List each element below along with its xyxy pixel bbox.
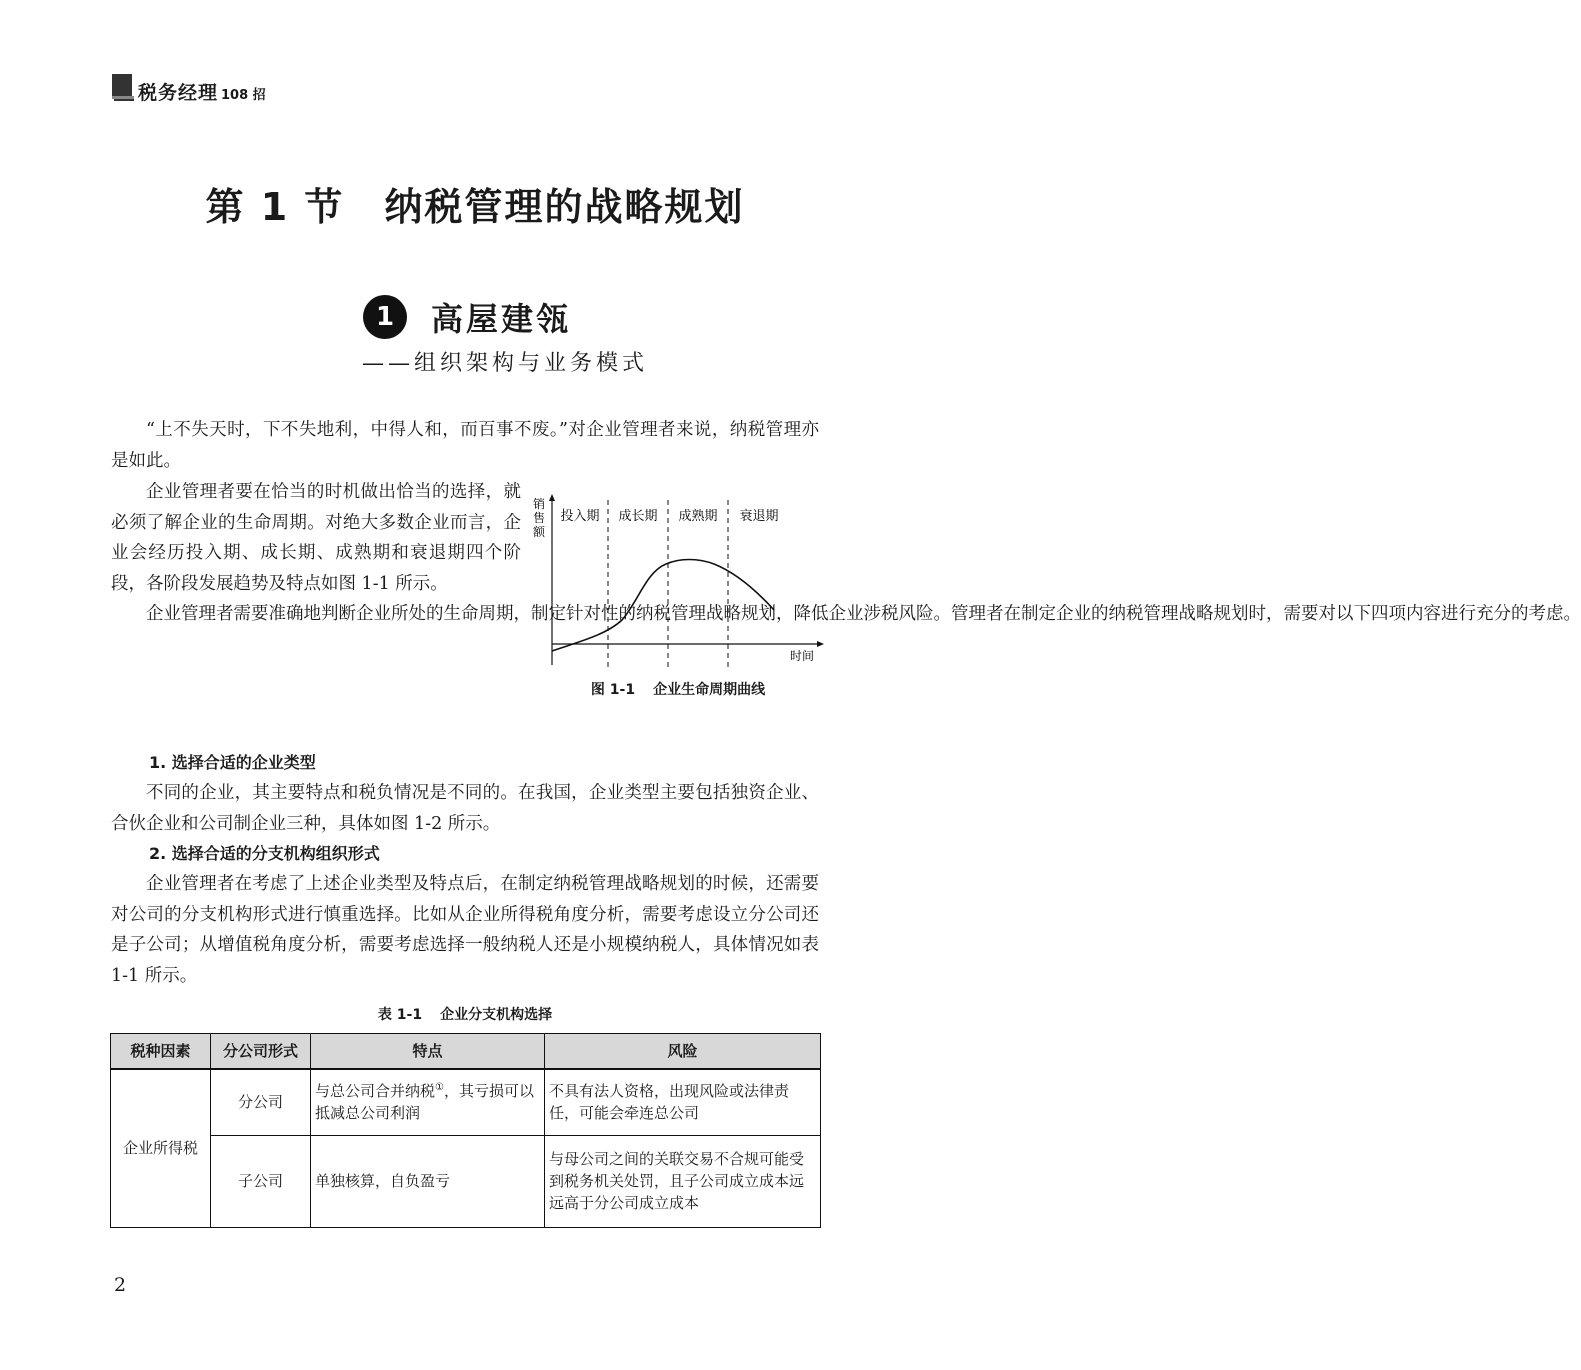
chapter-subtitle: ——组织架构与业务模式 bbox=[361, 351, 648, 376]
lifecycle-curve bbox=[552, 560, 774, 652]
running-header bbox=[138, 78, 266, 105]
page-number: 2 bbox=[114, 1274, 127, 1296]
table-caption-text: 企业分支机构选择 bbox=[440, 1007, 553, 1023]
intro-block bbox=[111, 415, 819, 476]
table-header-cell: 分公司形式 bbox=[211, 1034, 311, 1070]
risk-cell: 与母公司之间的关联交易不合规可能受到税务机关处罚，且子公司成立成本远远高于分公司成立成本 bbox=[545, 1135, 821, 1227]
section-name: 纳税管理的战略规划 bbox=[384, 185, 745, 229]
y-axis-label-char: 售 bbox=[533, 511, 546, 525]
main-text-block bbox=[111, 748, 819, 991]
stage-label: 衰退期 bbox=[739, 509, 779, 524]
book-icon bbox=[111, 74, 135, 102]
paragraph-strategy: 企业管理者需要准确地判断企业所处的生命周期，制定针对性的纳税管理战略规划，降低企业涉税风险。管理者在制定企业的纳税管理战略规划时，需要对以下四项内容进行充分的考虑。 bbox=[146, 604, 1581, 624]
x-axis-arrow-icon bbox=[817, 641, 824, 647]
book-title-num: 108 招 bbox=[221, 88, 266, 103]
table-row bbox=[111, 1135, 821, 1227]
chapter-number-badge: 1 bbox=[363, 295, 407, 339]
paragraph-quote: “上不失天时，下不失地利，中得人和，而百事不废。”对企业管理者来说，纳税管理亦是如此。 bbox=[111, 420, 819, 471]
tax-factor-cell: 企业所得税 bbox=[111, 1069, 211, 1227]
section-label: 第 1 节 bbox=[205, 185, 345, 229]
table-caption bbox=[111, 1004, 819, 1024]
y-axis-label-char: 额 bbox=[533, 525, 546, 539]
feature-text: 与总公司合并纳税 bbox=[315, 1082, 436, 1101]
stage-label: 成熟期 bbox=[678, 509, 718, 524]
lifecycle-chart bbox=[528, 490, 828, 670]
footnote-marker: ① bbox=[435, 1082, 444, 1094]
table-header-row bbox=[111, 1034, 821, 1070]
wrapped-text-block bbox=[111, 477, 1581, 630]
figure-caption-text: 企业生命周期曲线 bbox=[653, 682, 766, 698]
figure-caption-num: 图 1-1 bbox=[590, 682, 636, 698]
y-axis-label-char: 销 bbox=[533, 497, 546, 511]
feature-text-cont: ，其亏损可以抵减总公司利润 bbox=[315, 1082, 534, 1123]
chapter-title: 高屋建瓴 bbox=[431, 300, 572, 338]
paragraph-lifecycle: 企业管理者要在恰当的时机做出恰当的选择，就必须了解企业的生命周期。对绝大多数企业而言，企业会经历投入期、成长期、成熟期和衰退期四个阶段，各阶段发展趋势及特点如图 1-1 所示。 bbox=[111, 482, 521, 594]
book-title: 税务经理 bbox=[138, 82, 219, 104]
feature-cell: 单独核算，自负盈亏 bbox=[311, 1135, 545, 1227]
table-row bbox=[111, 1069, 821, 1135]
y-axis-arrow-icon bbox=[549, 494, 555, 501]
stage-label: 投入期 bbox=[560, 509, 600, 524]
risk-cell: 不具有法人资格，出现风险或法律责任，可能会牵连总公司 bbox=[545, 1069, 821, 1135]
table-header-cell: 税种因素 bbox=[111, 1034, 211, 1070]
table-header-cell: 特点 bbox=[311, 1034, 545, 1070]
stage-label: 成长期 bbox=[618, 509, 658, 524]
section-title bbox=[0, 176, 950, 231]
form-cell: 子公司 bbox=[211, 1135, 311, 1227]
figure-caption bbox=[528, 679, 828, 699]
paragraph-enterprise-type: 不同的企业，其主要特点和税负情况是不同的。在我国，企业类型主要包括独资企业、合伙企业和公司制企业三种，具体如图 1-2 所示。 bbox=[111, 783, 819, 834]
table-caption-num: 表 1-1 bbox=[377, 1007, 423, 1023]
x-axis-label: 时间 bbox=[790, 649, 815, 663]
subheading-enterprise-type: 1. 选择合适的企业类型 bbox=[149, 753, 316, 772]
branch-structure-table bbox=[110, 1033, 821, 1228]
subheading-branch-form: 2. 选择合适的分支机构组织形式 bbox=[149, 844, 380, 863]
paragraph-branch-form: 企业管理者在考虑了上述企业类型及特点后，在制定纳税管理战略规划的时候，还需要对公司的分支机构形式进行慎重选择。比如从企业所得税角度分析，需要考虑设立分公司还是子公司；从增值税角度分析，需要考虑选择一般纳税人还是小规模纳税人，具体情况如表 1-1 所示。 bbox=[111, 874, 819, 986]
table-header-cell: 风险 bbox=[545, 1034, 821, 1070]
feature-cell bbox=[311, 1069, 545, 1135]
chapter-heading bbox=[363, 294, 571, 340]
form-cell: 分公司 bbox=[211, 1069, 311, 1135]
